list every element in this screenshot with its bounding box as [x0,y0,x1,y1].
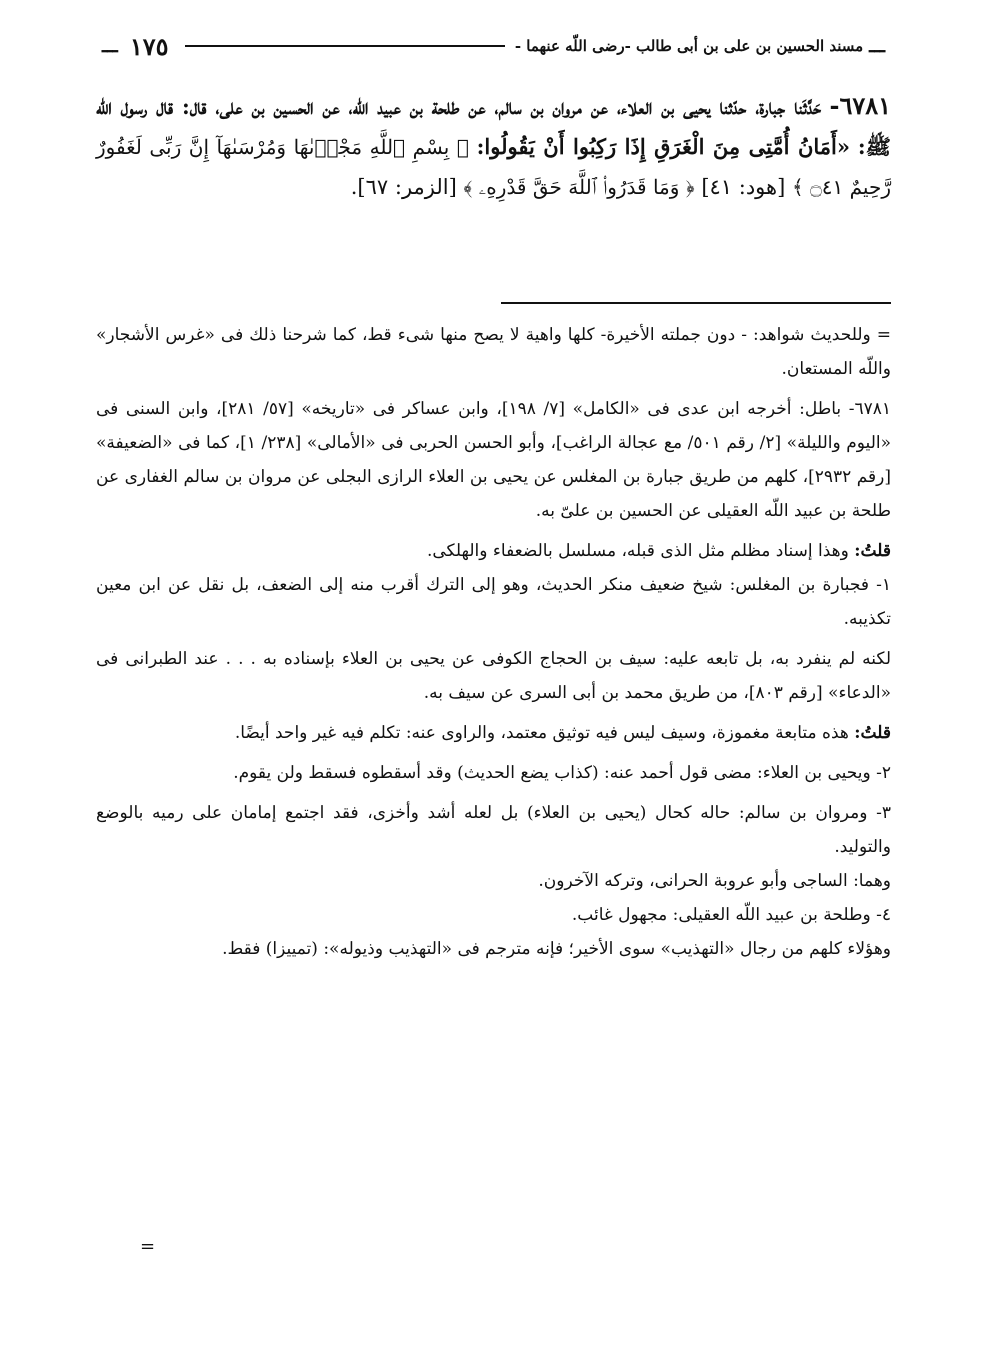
running-header [96,26,891,66]
quran-verse-hud: ﴿ بِسْمِ ٱللَّهِ مَجْرٜىٰهَا وَمُرْسَىٰهَآ إِنَّ رَبِّى لَغَفُورٌ رَّحِيمٌ ۝٤١ ﴾ [96,135,891,199]
quran-verse-zumar: ﴿ وَمَا قَدَرُوا۟ ٱللَّهَ حَقَّ قَدْرِهِۦ ﴾ [463,175,695,199]
header-title: مسند الحسين بن على بن أبى طالب -رضى اللّه عنهما - [514,37,864,55]
qultu-label-1: قلتُ: [854,541,891,561]
footnotes [96,318,891,972]
page-number: ١٧٥ [129,31,169,61]
footnote-qultu-2 [96,716,891,750]
footnote-mutaba: لكنه لم ينفرد به، بل تابعه عليه: سيف بن الحجاج الكوفى عن يحيى بن العلاء بإسناده به . . . عند الطبرانى فى «الدعاء» [رقم ٨٠٣]، من طريق محمد بن أبى السرى عن سيف به. [96,649,891,703]
header-dash-left: ـــ [102,35,118,57]
quran-ref-hud: [هود: ٤١] [701,175,786,199]
footnote-separator [501,302,891,304]
footnote-narrator-4: ٤- وطلحة بن عبيد اللّه العقيلى: مجهول غائب. [571,905,891,925]
qultu-text-2: هذه متابعة مغموزة، وسيف ليس فيه توثيق معتمد، والراوى عنه: تكلم فيه غير واحد أيضًا. [234,723,849,743]
footnote-narrator-3: ٣- ومروان بن سالم: حاله كحال (يحيى بن العلاء) بل لعله أشد وأخزى، فقد اجتمع إمامان على رميه بالوضع والتوليد. [96,803,891,857]
footnote-imams: وهما: الساجى وأبو عروبة الحرانى، وتركه الآخرون. [538,871,891,891]
hadith-matn: «أَمَانُ أُمَّتِى مِنَ الْغَرَقِ إِذَا رَكِبُوا أَنْ يَقُولُوا: [476,134,851,159]
quran-ref-zumar: [الزمر: ٦٧]. [350,175,457,199]
header-rule [185,45,505,47]
hadith-number: ٦٧٨١- [829,91,891,120]
hadith-isnad: حَدَّثَنا جبارة، حدّثنا يحيى بن العلاء، عن مروان بن سالم، عن طلحة بن عبيد اللّه، عن الحسين بن على، قال: قال رسول اللّه ﷺ: [96,94,891,159]
footnote-narrator-1: ١- فجبارة بن المغلس: شيخ ضعيف منكر الحديث، وهو إلى الترك أقرب منه إلى الضعف، بل نقل عن ابن معين تكذيبه. [96,575,891,629]
hadith-text [96,86,891,207]
footnote-narrator-2: ٢- ويحيى بن العلاء: مضى قول أحمد عنه: (كذاب يضع الحديث) وقد أسقطوه فسقط ولن يقوم. [233,763,891,783]
qultu-label-2: قلتُ: [854,723,891,743]
header-dash-right: ـــ [869,35,885,57]
footnote-continued: = وللحديث شواهد: - دون جملته الأخيرة- كلها واهية لا يصح منها شىء قط، كما شرحنا ذلك فى «غرس الأشجار» واللّه المستعان. [96,325,891,379]
footnote-qultu-1 [96,534,891,568]
footnote-conclusion: وهؤلاء كلهم من رجال «التهذيب» سوى الأخير؛ فإنه مترجم فى «التهذيب وذيوله»: (تمييزا) فقط. [222,939,891,959]
footnote-takhrij: ٦٧٨١- باطل: أخرجه ابن عدى فى «الكامل» [٧/ ١٩٨]، وابن عساكر فى «تاريخه» [٥٧/ ٢٨١]، وابن السنى فى «اليوم والليلة» [٢/ رقم ٥٠١/ مع عجالة الراغب]، وأبو الحسن الحربى فى «الأمالى» [٢٣٨/ ١]، كما فى «الضعيفة» [رقم ٢٩٣٢]، كلهم من طريق جبارة بن المغلس عن يحيى بن العلاء الرازى البجلى عن مروان بن سالم الغفارى عن طلحة بن عبيد اللّه العقيلى عن الحسين بن علىّ به. [96,399,891,521]
continuation-mark: = [140,1236,156,1257]
qultu-text-1: وهذا إسناد مظلم مثل الذى قبله، مسلسل بالضعفاء والهلكى. [426,541,849,561]
